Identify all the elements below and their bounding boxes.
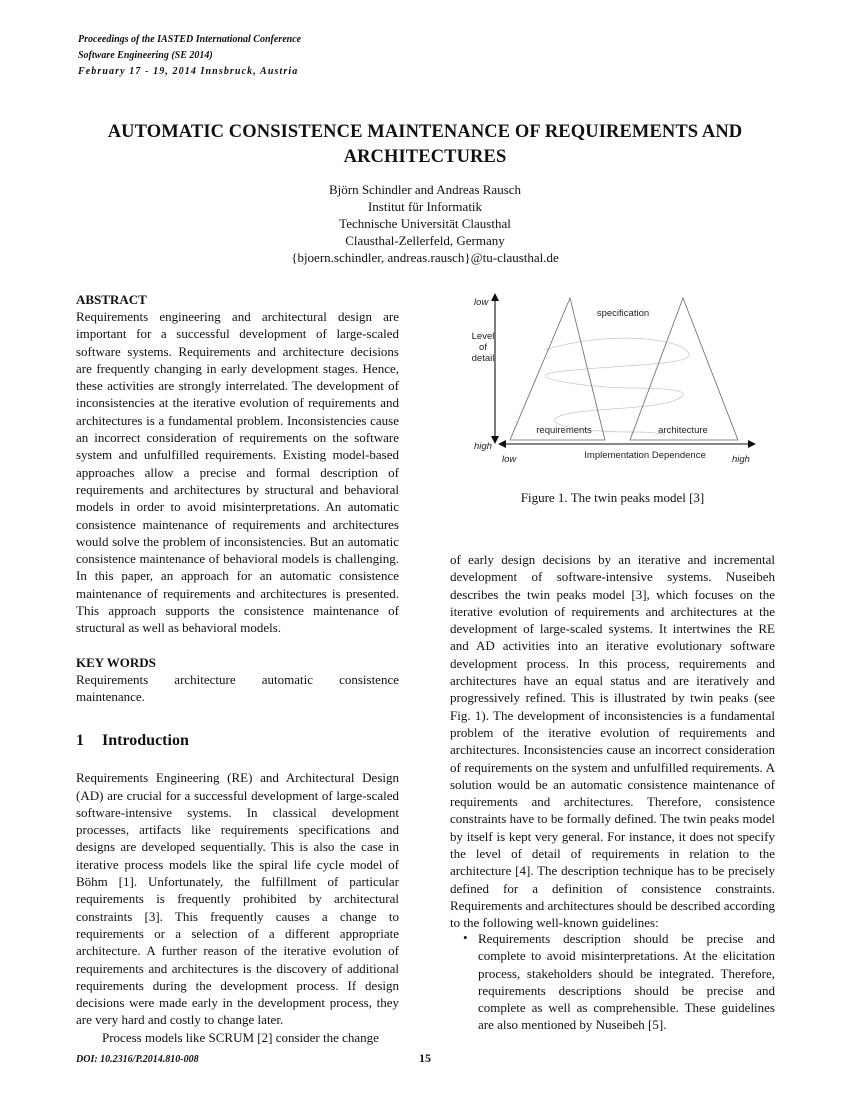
title-line-2: ARCHITECTURES	[343, 147, 507, 167]
figure-twin-peaks	[470, 292, 760, 472]
author-institute: Institut für Informatik	[367, 199, 483, 214]
y-axis-arrow-bottom	[491, 436, 499, 444]
intro-paragraph-2: Process models like SCRUM [2] consider the change	[102, 1029, 379, 1045]
architecture-peak	[630, 298, 738, 440]
keywords-text: Requirements architecture automatic consistence maintenance.	[76, 671, 399, 704]
x-axis-label: Implementation Dependence	[584, 450, 706, 461]
abstract-text: Requirements engineering and architectural design are important for a successful development of large-scaled software systems. Requirements and architecture decisions are frequently changing in early development stages. Hence, these activities are strongly interrelated. The development of inconsistencies at the iterative evolution of requirements and architectures is a fundamental problem. Inconsistencies cause an incorrect consideration of requirements on the software system and unfulfilled requirements. Existing model-based approaches allow a precise and formal description of requirements and architectures by structural and behavioral models in order to avoid misinterpretations. An automatic consistence maintenance of requirements and architectures would solve the problem of inconsistencies. But an automatic consistence maintenance of behavioral models is challenging. In this paper, an approach for an automatic consistence maintenance of requirements and architectures is presented. This approach supports the consistence maintenance of structural as well as behavioral models.	[76, 309, 399, 636]
spiral-lines	[545, 338, 689, 435]
right-paragraph: of early design decisions by an iterative and incremental development of software-intensive systems. Nuseibeh describes the twin peaks model [3], which focuses on the iterative evolution of requirements and architectures at the development of large-scaled systems. It intertwines the RE and AD activities into an iterative evolutionary software development process. In this process, requirements and architectures have an equal status and are iteratively and progressively refined. This is illustrated by twin peaks (see Fig. 1). The development of inconsistencies is a fundamental problem of the iterative evolution of requirements and architectures. Inconsistencies cause an incorrect consideration of requirements on the system and unfulfilled requirements. A solution would be an automatic consistence maintenance of requirements and architectures. Therefore, consistence constraints have to be formally defined. The twin peaks model by itself is kept very general. For instance, it does not specify the level of detail of requirements in relation to the architecture [4]. The description technique has to be precisely defined for a definition of consistence constraints. Requirements and architectures should be described according to the following well-known guidelines:	[450, 552, 775, 931]
header-conference: Proceedings of the IASTED International Conference	[78, 34, 302, 45]
requirements-peak	[510, 298, 605, 440]
author-names: Björn Schindler and Andreas Rausch	[328, 182, 522, 197]
author-city: Clausthal-Zellerfeld, Germany	[345, 233, 505, 248]
proceedings-header	[78, 32, 301, 80]
right-column	[450, 551, 775, 932]
architecture-label: architecture	[658, 425, 708, 436]
bullet-marker: •	[463, 930, 468, 945]
section-number: 1	[76, 732, 84, 750]
x-low-label: low	[502, 454, 517, 465]
keywords-heading: KEY WORDS	[76, 654, 156, 670]
section-title: Introduction	[102, 732, 189, 750]
y-axis-label-1: Level	[471, 331, 495, 342]
abstract-heading: ABSTRACT	[76, 292, 147, 307]
y-bottom-label: high	[474, 441, 492, 452]
author-email: {bjoern.schindler, andreas.rausch}@tu-clausthal.de	[291, 250, 559, 265]
y-top-label: low	[474, 297, 489, 308]
y-axis-label-3: detail	[471, 353, 495, 364]
title-line-1: AUTOMATIC CONSISTENCE MAINTENANCE OF REQUIREMENTS AND	[107, 122, 743, 142]
figure-caption: Figure 1. The twin peaks model [3]	[520, 490, 705, 505]
requirements-label: requirements	[536, 425, 592, 436]
y-axis-arrow-top	[491, 293, 499, 301]
footer-doi: DOI: 10.2316/P.2014.810-008	[76, 1054, 199, 1065]
twin-peaks-diagram	[470, 292, 760, 472]
header-date-place: February 17 - 19, 2014 Innsbruck, Austria	[78, 66, 299, 77]
author-block	[160, 181, 690, 266]
x-high-label: high	[732, 454, 750, 465]
header-series: Software Engineering (SE 2014)	[78, 50, 213, 61]
author-university: Technische Universität Clausthal	[339, 216, 511, 231]
x-axis-arrow-left	[498, 440, 506, 448]
page-number: 15	[419, 1051, 431, 1065]
paper-title	[60, 120, 790, 170]
specification-label: specification	[596, 308, 650, 319]
intro-paragraph-1: Requirements Engineering (RE) and Architectural Design (AD) are crucial for a successful development of large-scaled software-intensive systems. In classical development processes, artifacts like requirements specifications and designs are developed sequentially. This is also the case in iterative process models like the spiral life cycle model of Böhm [1]. Unfortunately, the fulfillment of particular requirements is frequently prohibited by architectural constraints [3]. This frequently causes a change to requirements or a selection of a different appropriate architecture. A further reason of the iterative evolution of requirements and architectures is the discovery of additional requirements during the development process. If design decisions were made early in the development process, they are very hard and costly to change later.	[76, 770, 399, 1028]
section-heading-introduction	[76, 731, 399, 751]
y-axis-label-2: of	[479, 342, 487, 353]
left-column	[76, 291, 399, 1046]
x-axis-arrow-right	[748, 440, 756, 448]
bullet-item-1: Requirements description should be precise and complete to avoid misinterpretations. At the elicitation process, stakeholders should be integrated. Therefore, requirements descriptions should be precise and complete as well as comprehensible. These guidelines are also mentioned by Nuseibeh [5].	[478, 931, 775, 1033]
